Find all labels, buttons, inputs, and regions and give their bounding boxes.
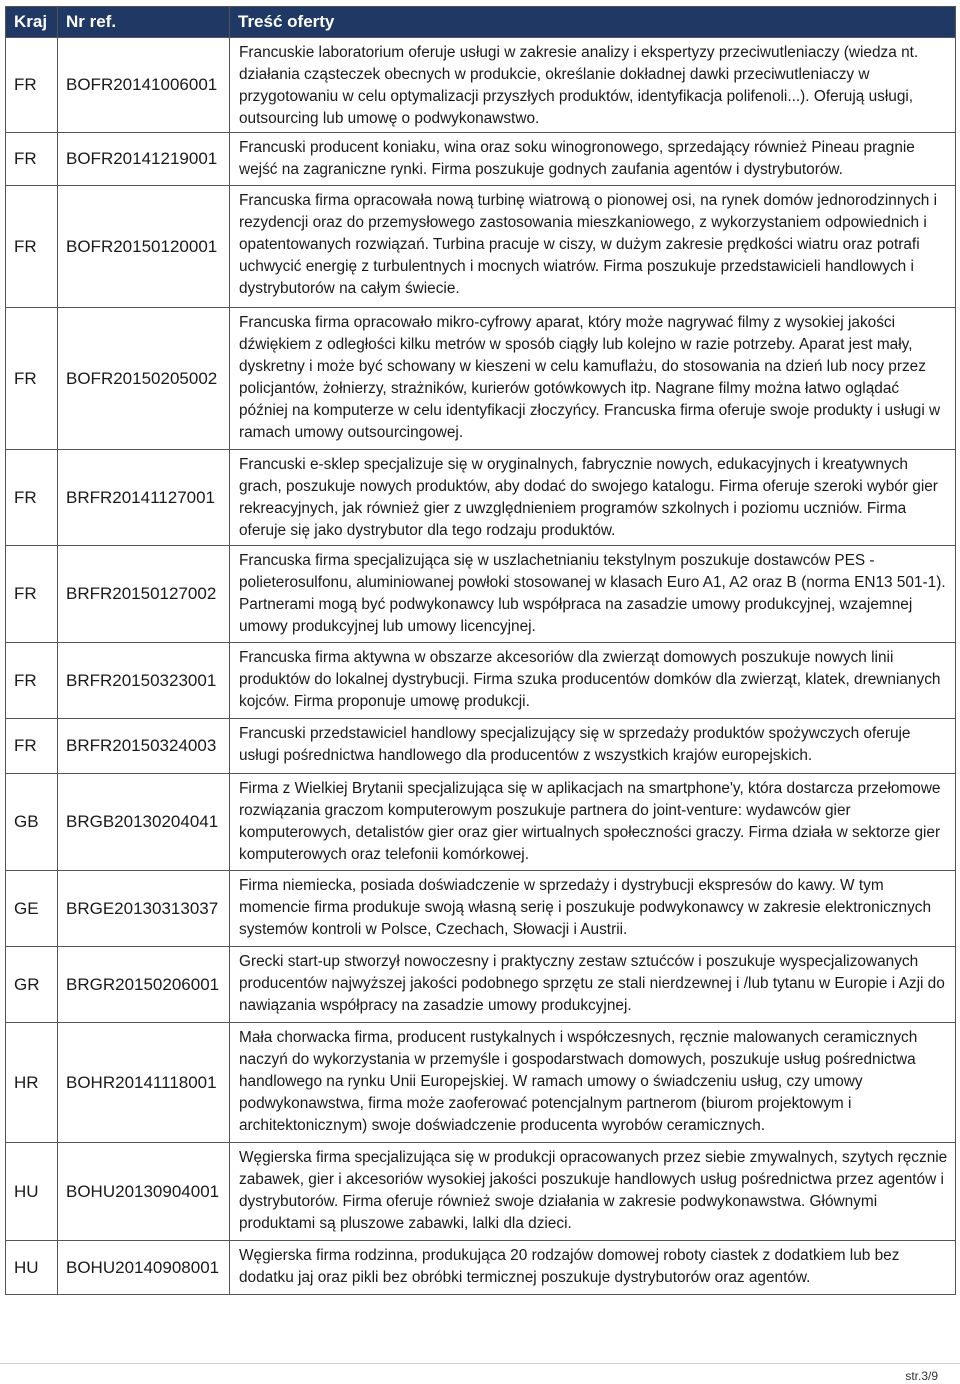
table-row — [6, 1241, 956, 1295]
ref-number-cell: BRGE20130313037 — [58, 871, 230, 947]
page-footer — [0, 1363, 960, 1384]
country-cell: GE — [6, 871, 58, 947]
table-row — [6, 450, 956, 546]
ref-number-cell: BOFR20141219001 — [58, 133, 230, 186]
offer-content-cell: Francuski e-sklep specjalizuje się w oryginalnych, fabrycznie nowych, edukacyjnych i kreatywnych grach, poszukuje nowych produktów, aby dodać do swojego katalogu. Firma oferuje szeroki wybór gier rekreacyjnych, jak również gier z uwzględnieniem programów szkolnych i poziomu uczniów. Firma oferuje się jako dystrybutor dla tego rodzaju produktów. — [230, 450, 956, 546]
table-row — [6, 719, 956, 774]
country-cell: GB — [6, 774, 58, 871]
offer-content-cell: Firma niemiecka, posiada doświadczenie w sprzedaży i dystrybucji ekspresów do kawy. W tym momencie firma produkuje swoją własną serię i poszukuje podwykonawcy w zakresie elektronicznych systemów kontroli w Polsce, Czechach, Słowacji i Austrii. — [230, 871, 956, 947]
table-row — [6, 947, 956, 1023]
offer-content-cell: Francuska firma specjalizująca się w uszlachetnianiu tekstylnym poszukuje dostawców PES - polieterosulfonu, aluminiowanej powłoki stosowanej w klasach Euro A1, A2 oraz B (norma EN13 501-1). Partnerami mogą być podwykonawcy lub współpraca na zasadzie umowy produkcyjnej, wzajemnej umowy produkcyjnej lub umowy licencyjnej. — [230, 546, 956, 643]
table-row — [6, 1143, 956, 1241]
offer-content-cell: Francuskie laboratorium oferuje usługi w zakresie analizy i ekspertyzy przeciwutleniaczy (wiedza nt. działania cząsteczek obecnych w produkcie, określanie dokładnej dawki przeciwutleniaczy w przygotowaniu w celu optymalizacji przyszłych produktów, identyfikacja polifenoli...). Oferują usługi, outsourcing lub umowę o podwykonawstwo. — [230, 38, 956, 133]
ref-number-cell: BRFR20150127002 — [58, 546, 230, 643]
table-row — [6, 38, 956, 133]
offer-content-cell: Firma z Wielkiej Brytanii specjalizująca się w aplikacjach na smartphone'y, która dostarcza przełomowe rozwiązania graczom komputerowym poszukuje partnera do joint-venture: wydawców gier komputerowych, detalistów gier oraz gier wirtualnych społeczności graczy. Firma działa w sektorze gier komputerowych oraz telefonii komórkowej. — [230, 774, 956, 871]
offer-content-cell: Francuski producent koniaku, wina oraz soku winogronowego, sprzedający również Pineau pragnie wejść na zagraniczne rynki. Firma poszukuje godnych zaufania agentów i dystrybutorów. — [230, 133, 956, 186]
ref-number-cell: BRFR20141127001 — [58, 450, 230, 546]
page-number: str.3/9 — [905, 1369, 938, 1383]
ref-number-cell: BOFR20150205002 — [58, 308, 230, 450]
country-cell: HU — [6, 1241, 58, 1295]
offer-content-cell: Grecki start-up stworzył nowoczesny i praktyczny zestaw sztućców i poszukuje wyspecjalizowanych producentów najwyższej jakości podobnego sprzętu ze stali nierdzewnej i /lub tytanu w Europie i Azji do nawiązania współpracy na zasadzie umowy produkcyjnej. — [230, 947, 956, 1023]
ref-number-cell: BOFR20141006001 — [58, 38, 230, 133]
country-cell: HU — [6, 1143, 58, 1241]
ref-number-cell: BRGB20130204041 — [58, 774, 230, 871]
offers-table — [5, 6, 956, 1295]
country-cell: FR — [6, 38, 58, 133]
country-cell: GR — [6, 947, 58, 1023]
header-row — [6, 7, 956, 38]
ref-number-cell: BOHU20130904001 — [58, 1143, 230, 1241]
offer-content-cell: Węgierska firma rodzinna, produkująca 20 rodzajów domowej roboty ciastek z dodatkiem lub bez dodatku jaj oraz pikli bez obróbki termicznej poszukuje dystrybutorów oraz agentów. — [230, 1241, 956, 1295]
header-content: Treść oferty — [230, 7, 956, 38]
table-row — [6, 546, 956, 643]
table-body — [6, 38, 956, 1295]
table-row — [6, 1023, 956, 1143]
country-cell: FR — [6, 643, 58, 719]
ref-number-cell: BRFR20150324003 — [58, 719, 230, 774]
table-row — [6, 133, 956, 186]
table-row — [6, 643, 956, 719]
country-cell: FR — [6, 186, 58, 308]
ref-number-cell: BOHU20140908001 — [58, 1241, 230, 1295]
table-row — [6, 871, 956, 947]
country-cell: FR — [6, 308, 58, 450]
table-header — [6, 7, 956, 38]
offer-content-cell: Francuska firma aktywna w obszarze akcesoriów dla zwierząt domowych poszukuje nowych linii produktów do lokalnej dystrybucji. Firma szuka producentów domków dla zwierząt, klatek, drewnianych kojców. Firma proponuje umowę produkcji. — [230, 643, 956, 719]
country-cell: FR — [6, 450, 58, 546]
header-ref: Nr ref. — [58, 7, 230, 38]
offer-content-cell: Francuska firma opracowało mikro-cyfrowy aparat, który może nagrywać filmy z wysokiej jakości dźwiękiem z odległości kilku metrów w sposób ciągły lub kolejno w razie potrzeby. Aparat jest mały, dyskretny i może być schowany w kieszeni w celu kamuflażu, do stosowania na dzień lub nocy przez policjantów, żołnierzy, strażników, kurierów gotówkowych itp. Nagrane filmy można łatwo oglądać później na komputerze w celu identyfikacji złoczyńcy. Francuska firma oferuje swoje produkty i usługi w ramach umowy outsourcingowej. — [230, 308, 956, 450]
table-row — [6, 186, 956, 308]
offer-content-cell: Francuska firma opracowała nową turbinę wiatrową o pionowej osi, na rynek domów jednorodzinnych i rezydencji oraz do przemysłowego zastosowania mieszkaniowego, z wykorzystaniem odpowiednich i opatentowanych rozwiązań. Turbina pracuje w ciszy, w dużym zakresie prędkości wiatru oraz potrafi uchwycić energię z turbulentnych i mocnych wiatrów. Firma poszukuje przedstawicieli handlowych i dystrybutorów na całym świecie. — [230, 186, 956, 308]
offer-content-cell: Francuski przedstawiciel handlowy specjalizujący się w sprzedaży produktów spożywczych oferuje usługi pośrednictwa handlowego dla producentów z wszystkich krajów europejskich. — [230, 719, 956, 774]
country-cell: FR — [6, 719, 58, 774]
header-country: Kraj — [6, 7, 58, 38]
offer-content-cell: Węgierska firma specjalizująca się w produkcji opracowanych przez siebie zmywalnych, szytych ręcznie zabawek, gier i akcesoriów wysokiej jakości poszukuje handlowych usług pośrednictwa przez agentów i dystrybutorów. Firma oferuje również swoje działania w zakresie podwykonawstwa. Głównymi produktami są pluszowe zabawki, lalki dla dzieci. — [230, 1143, 956, 1241]
table-row — [6, 308, 956, 450]
ref-number-cell: BRFR20150323001 — [58, 643, 230, 719]
country-cell: FR — [6, 133, 58, 186]
ref-number-cell: BRGR20150206001 — [58, 947, 230, 1023]
country-cell: FR — [6, 546, 58, 643]
ref-number-cell: BOHR20141118001 — [58, 1023, 230, 1143]
table-row — [6, 774, 956, 871]
ref-number-cell: BOFR20150120001 — [58, 186, 230, 308]
country-cell: HR — [6, 1023, 58, 1143]
offer-content-cell: Mała chorwacka firma, producent rustykalnych i współczesnych, ręcznie malowanych ceramicznych naczyń do wykorzystania w przemyśle i gospodarstwach domowych, poszukuje usług pośrednictwa handlowego na rynku Unii Europejskiej. W ramach umowy o świadczeniu usług, czy umowy podwykonawstwa, firma może zaoferować potencjalnym partnerom (biurom projektowym i architektonicznym) swoje doświadczenie producenta wyrobów ceramicznych. — [230, 1023, 956, 1143]
